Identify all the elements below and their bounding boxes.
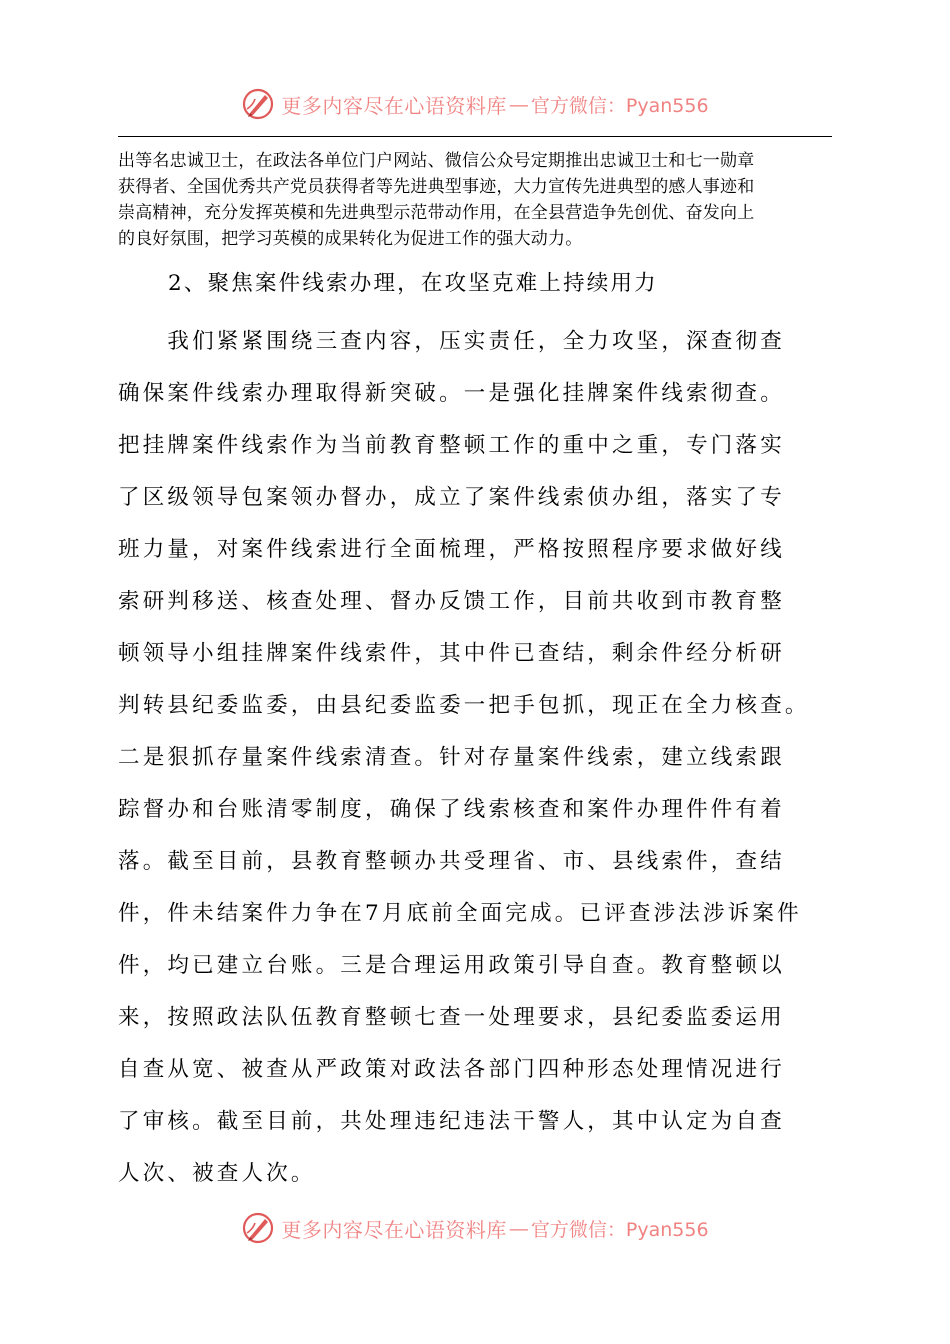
body-line: 踪督办和台账清零制度，确保了线索核查和案件办理件件有着 <box>118 797 785 822</box>
footer-brand: 更多内容尽在心语资料库 <box>281 1217 507 1242</box>
intro-line: 获得者、全国优秀共产党员获得者等先进典型事迹，大力宣传先进典型的感人事迹和 <box>118 177 755 197</box>
header-separator: — <box>508 92 529 116</box>
body-line: 二是狠抓存量案件线索清查。针对存量案件线索，建立线索跟 <box>118 745 785 770</box>
body-line: 确保案件线索办理取得新突破。一是强化挂牌案件线索彻查。 <box>118 381 785 406</box>
header-brand: 更多内容尽在心语资料库 <box>281 93 507 118</box>
body-line: 落。截至目前，县教育整顿办共受理省、市、县线索件，查结 <box>118 849 785 874</box>
body-line: 来，按照政法队伍教育整顿七查一处理要求，县纪委监委运用 <box>118 1005 785 1030</box>
intro-line: 的良好氛围，把学习英模的成果转化为促进工作的强大动力。 <box>118 229 583 249</box>
body-paragraph <box>118 316 853 1200</box>
intro-line: 崇高精神，充分发挥英模和先进典型示范带动作用，在全县营造争先创优、奋发向上 <box>118 203 755 223</box>
header-watermark <box>0 84 950 124</box>
intro-line: 出等名忠诚卫士，在政法各单位门户网站、微信公众号定期推出忠诚卫士和七一勋章 <box>118 151 755 171</box>
body-line: 把挂牌案件线索作为当前教育整顿工作的重中之重，专门落实 <box>118 433 785 458</box>
body-line: 顿领导小组挂牌案件线索件，其中件已查结，剩余件经分析研 <box>118 641 785 666</box>
intro-paragraph <box>118 148 838 252</box>
body-line: 我们紧紧围绕三查内容，压实责任，全力攻坚，深查彻查 <box>118 329 785 354</box>
footer-separator: — <box>508 1216 529 1240</box>
body-line: 判转县纪委监委，由县纪委监委一把手包抓，现正在全力核查。 <box>118 693 810 718</box>
body-line: 人次、被查人次。 <box>118 1161 316 1186</box>
body-line: 索研判移送、核查处理、督办反馈工作，目前共收到市教育整 <box>118 589 785 614</box>
body-line: 件，均已建立台账。三是合理运用政策引导自查。教育整顿以 <box>118 953 785 978</box>
body-line: 班力量，对案件线索进行全面梳理，严格按照程序要求做好线 <box>118 537 785 562</box>
header-divider <box>118 136 832 137</box>
body-line: 自查从宽、被查从严政策对政法各部门四种形态处理情况进行 <box>118 1057 785 1082</box>
body-line: 了区级领导包案领办督办，成立了案件线索侦办组，落实了专 <box>118 485 785 510</box>
header-contact: 官方微信：Pyan556 <box>530 94 709 117</box>
footer-contact: 官方微信：Pyan556 <box>530 1218 709 1241</box>
pen-logo-icon <box>241 87 275 121</box>
footer-watermark <box>0 1208 950 1248</box>
pen-logo-icon <box>241 1211 275 1245</box>
body-line: 了审核。截至目前，共处理违纪违法干警人，其中认定为自查 <box>118 1109 785 1134</box>
body-line: 件，件未结案件力争在7月底前全面完成。已评查涉法涉诉案件 <box>118 901 802 926</box>
section-heading: 2、聚焦案件线索办理，在攻坚克难上持续用力 <box>168 271 658 296</box>
